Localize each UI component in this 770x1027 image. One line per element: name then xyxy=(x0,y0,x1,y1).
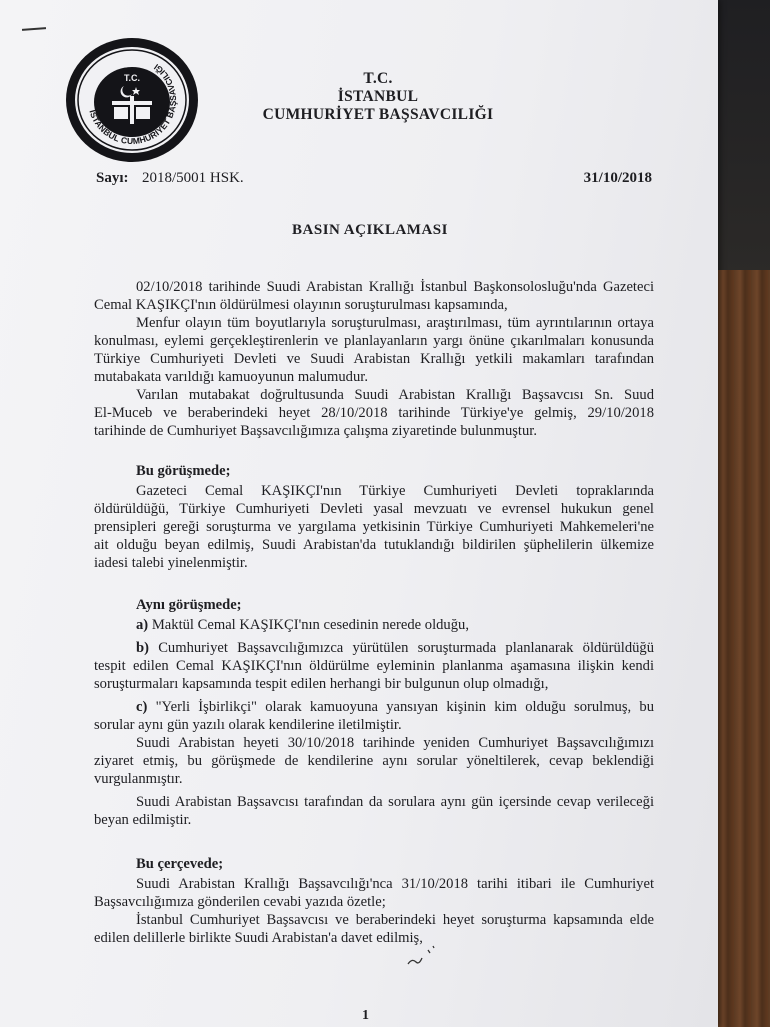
paragraph-6 xyxy=(94,793,654,829)
text-line: Suudi Arabistan Başsavcısı tarafından da sorulara aynı gün içersinde cevap verileceği xyxy=(136,794,654,810)
reference-row xyxy=(96,170,652,190)
text-line xyxy=(94,698,654,716)
text-line: prensipleri gereği soruşturma ve yargılama yetkisinin Türkiye Cumhuriyeti Mahkemeleri'ne xyxy=(94,519,654,535)
text-line: tarihinde de Cumhuriyet Başsavcılığımıza çalışma ziyaretinde bulunmuştur. xyxy=(94,423,537,439)
reference-number: 2018/5001 HSK. xyxy=(142,170,244,186)
text-line: Başsavcılığımıza gönderilen cevabi yazıda özetle; xyxy=(94,894,386,910)
paragraph-1 xyxy=(94,278,654,314)
item-text: "Yerli İşbirlikçi" olarak kamuoyuna yansıyan kişinin kim olduğu sorulmuş, bu xyxy=(155,699,655,715)
text-line: öldürüldüğü, Türkiye Cumhuriyeti Devleti yasal mevzuatı ve evrensel hukukun genel xyxy=(94,501,654,517)
item-text: Maktül Cemal KAŞIKÇI'nın cesedinin nerede olduğu, xyxy=(151,617,469,633)
text-line: beyan edilmiştir. xyxy=(94,812,192,828)
paragraph-2 xyxy=(94,314,654,386)
reference-label: Sayı: xyxy=(96,170,129,186)
text-line: Suudi Arabistan Krallığı Başsavcılığı'nca 31/10/2018 tarihi itibari ile Cumhuriyet xyxy=(136,876,654,892)
text-line: sorular aynı gün yazılı olarak kendilerine iletilmiştir. xyxy=(94,717,402,733)
paragraph-5 xyxy=(94,734,654,788)
document-header xyxy=(240,70,516,124)
text-line: Suudi Arabistan heyeti 30/10/2018 tarihinde yeniden Cumhuriyet Başsavcılığımızı xyxy=(136,735,654,751)
header-tc: T.C. xyxy=(363,70,393,87)
item-b xyxy=(94,639,654,693)
text-line: Gazeteci Cemal KAŞIKÇI'nın Türkiye Cumhuriyeti Devleti topraklarında xyxy=(136,483,654,499)
handwritten-mark-icon xyxy=(400,940,450,970)
section-heading-1: Bu görüşmede; xyxy=(136,463,231,479)
seal-emblem-icon xyxy=(64,36,200,164)
paragraph-7 xyxy=(94,875,654,911)
text-line: Türkiye Cumhuriyeti Devleti ve Suudi Arabistan Krallığı yetkili makamları tarafından xyxy=(94,351,654,367)
text-line xyxy=(94,616,654,634)
pen-mark xyxy=(22,27,46,31)
item-a xyxy=(94,616,654,634)
text-line: edilen delillerle birlikte Suudi Arabistan'a davet edilmiş, xyxy=(94,930,423,946)
paragraph-3 xyxy=(94,386,654,440)
text-line xyxy=(94,639,654,657)
section-heading-2: Aynı görüşmede; xyxy=(136,597,242,613)
page-number: 1 xyxy=(362,1008,369,1023)
svg-text:İSTANBUL CUMHURİYET BAŞSAVCILI: İSTANBUL CUMHURİYET BAŞSAVCILIĞI xyxy=(87,61,179,147)
item-label: b) xyxy=(136,640,149,656)
text-line: tespit edilen Cemal KAŞIKÇI'nın öldürülme eyleminin planlanma aşamasına ilişkin kendi xyxy=(94,658,654,674)
item-text: Cumhuriyet Başsavcılığımızca yürütülen soruşturmada planlanarak öldürüldüğü xyxy=(158,640,655,656)
item-label: a) xyxy=(136,617,149,633)
document-body xyxy=(94,278,654,947)
section-heading-3: Bu çerçevede; xyxy=(136,856,224,872)
header-office: CUMHURİYET BAŞSAVCILIĞI xyxy=(262,106,494,123)
text-line: konulması, eylemi gerçekleştirenlerin ve planlayanların yargı önüne çıkarılmaları konusunda xyxy=(94,333,654,349)
item-c xyxy=(94,698,654,734)
header-city: İSTANBUL xyxy=(337,88,419,105)
text-line: vurgulanmıştır. xyxy=(94,771,183,787)
text-line: ziyaret etmiş, bu görüşmede de kendilerine aynı sorular yöneltilerek, cevap beklendiği xyxy=(94,753,654,769)
paragraph-4 xyxy=(94,482,654,572)
document-date: 31/10/2018 xyxy=(583,170,652,186)
text-line: ait olduğu beyan edilmiş, Suudi Arabistan'da tutuklandığı bildirilen şüphelilerin ülkemize xyxy=(94,537,654,553)
text-line: soruşturmaları kapsamında tespit edilen herhangi bir bulgunun olup olmadığı, xyxy=(94,676,549,692)
svg-text:T.C.: T.C. xyxy=(123,73,141,83)
text-line: Menfur olayın tüm boyutlarıyla soruşturulması, araştırılması, tüm ayrıntılarının ortaya xyxy=(136,315,654,331)
item-label: c) xyxy=(136,699,148,715)
prosecutor-office-seal xyxy=(64,36,200,164)
paragraph-8 xyxy=(94,911,654,947)
text-line: Varılan mutabakat doğrultusunda Suudi Arabistan Krallığı Başsavcısı Sn. Suud xyxy=(136,387,654,403)
text-line: iadesi talebi yinelenmiştir. xyxy=(94,555,248,571)
text-line: 02/10/2018 tarihinde Suudi Arabistan Krallığı İstanbul Başkonsolosluğu'nda Gazeteci xyxy=(136,279,654,295)
text-line: İstanbul Cumhuriyet Başsavcısı ve beraberindeki heyet soruşturma kapsamında elde xyxy=(136,912,654,928)
document-title: BASIN AÇIKLAMASI xyxy=(292,222,448,238)
text-line: El-Muceb ve beraberindeki heyet 28/10/2018 tarihinde Türkiye'ye gelmiş, 29/10/2018 xyxy=(94,405,654,421)
text-line: mutabakata varıldığı kamuoyunun malumudur. xyxy=(94,369,368,385)
text-line: Cemal KAŞIKÇI'nın öldürülmesi olayının soruşturulması kapsamında, xyxy=(94,297,508,313)
